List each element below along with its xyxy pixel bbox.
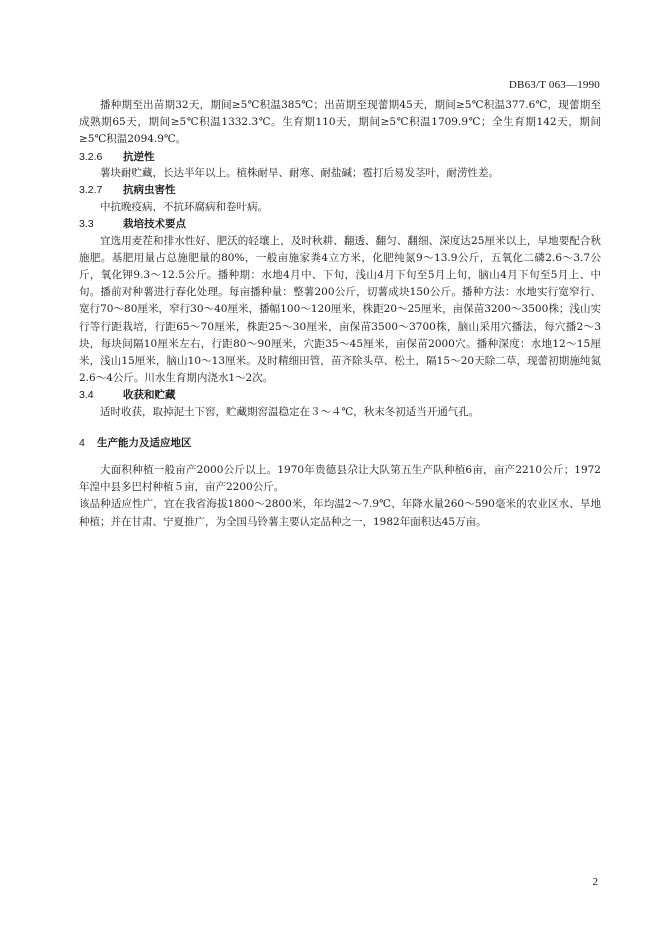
document-body (79, 97, 601, 531)
paragraph-cultivation: 宜选用麦茬和排水性好、肥沃的轻壤上，及时秋耕、翻透、翻匀、翻细、深度达25厘米以上，早地要配合秋施肥。基肥用量占总施肥量的80%，一般亩施家粪4立方米，化肥纯氮9～13.9公斤，五氧化二磷2.6～3.7公斤，氧化钾9.3～12.5公斤。播种期：水地4月中、下旬，浅山4月下旬至5月上旬，脑山4月下旬至5月上、中旬。播前对种薯进行春化处理。每亩播种量：整薯200公斤，切薯成块150公斤。播种方法：水地实行宽窄行、宽行70～80厘米，窄行30～40厘米，播幅100～120厘米，株距20～25厘米，亩保苗3200～3500株；浅山实行等行距栽培，行距65～70厘米，株距25～30厘米，亩保苗3500～3700株，脑山采用穴播法，每穴播2～3块，每块间隔10厘米左右，行距80～90厘米，穴距35～45厘米，亩保苗2000穴。播种深度：水地12～15厘米，浅山15厘米，脑山10～13厘米。及时精细田管，苗齐除头草、松土，隔15～20天除二草，现蕾初期施纯氮2.6～4公斤。川水生育期内浇水1～2次。 (79, 234, 601, 385)
page-number: 2 (592, 876, 598, 888)
section-3-3-heading (79, 216, 601, 233)
paragraph-stress-resistance: 薯块耐贮藏，长达半年以上。植株耐旱、耐寒、耐盐碱；雹打后易发茎叶，耐涝性差。 (100, 167, 499, 180)
paragraph-adaptation: 该品种适应性广，宜在我省海拔1800～2800米，年均温2～7.9℃、年降水量260～590毫米的农业区水、旱地种植；并在甘肃、宁夏推广，为全国马铃薯主要认定品种之一，1982年面积达45万亩。 (79, 498, 601, 528)
paragraph-yield: 大面积种植一般亩产2000公斤以上。1970年贵德县尕让大队第五生产队种植6亩，亩产2210公斤；1972年湟中县多巴村种植５亩，亩产2200公斤。 (79, 464, 601, 494)
section-number: 4 (79, 437, 85, 450)
section-number: 3.4 (79, 389, 94, 402)
section-title: 栽培技术要点 (123, 218, 186, 231)
paragraph-growth-period: 播种期至出苗期32天，期间≥5℃积温385℃；出苗期至现蕾期45天，期间≥5℃积温377.6℃，现蕾期至成熟期65天，期间≥5℃积温1332.3℃。生育期110天，期间≥5℃积温1709.9℃；全生育期142天，期间≥5℃积温2094.9℃。 (79, 99, 601, 146)
section-number: 3.2.7 (79, 184, 103, 197)
section-title: 抗逆性 (123, 150, 155, 163)
section-title: 生产能力及适应地区 (97, 437, 192, 450)
section-title: 抗病虫害性 (123, 184, 176, 197)
section-3-4-heading (79, 387, 601, 404)
section-3-2-6-heading (79, 149, 601, 166)
paragraph-harvest-storage: 适时收获，取掉泥土下窖，贮藏期窖温稳定在３～４℃，秋末冬初适当开通气孔。 (100, 405, 480, 418)
doc-code: DB63/T 063—1990 (508, 79, 600, 91)
section-3-2-7-heading (79, 182, 601, 199)
section-number: 3.2.6 (79, 150, 103, 163)
section-number: 3.3 (79, 218, 94, 231)
section-title: 收获和贮藏 (123, 389, 176, 402)
section-4-heading (79, 435, 601, 452)
paragraph-disease-resistance: 中抗晚疫病，不抗环腐病和卷叶病。 (100, 200, 268, 213)
